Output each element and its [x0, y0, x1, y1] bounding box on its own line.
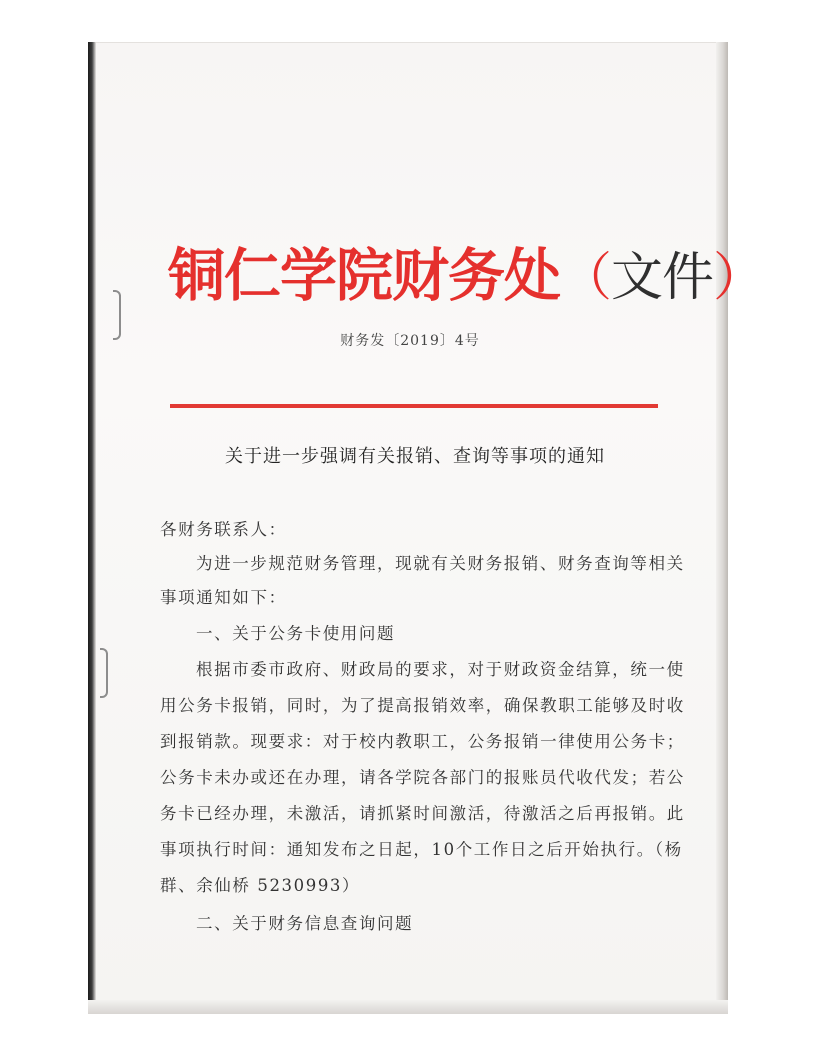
page-right-edge: [716, 42, 728, 1014]
body-line: 务卡已经办理，未激活，请抓紧时间激活，待激活之后再报销。此: [160, 804, 685, 823]
salutation: 各财务联系人：: [160, 520, 287, 539]
document-number: 财务发〔2019〕4号: [340, 333, 480, 349]
body-line: 根据市委市政府、财政局的要求，对于财政资金结算，统一使: [196, 660, 685, 679]
page-bottom-edge: [88, 1000, 728, 1014]
body-line: 公务卡未办或还在办理，请各学院各部门的报账员代收代发；若公: [160, 768, 685, 787]
staple-bottom: [100, 648, 108, 698]
masthead-paren-open: （: [560, 248, 612, 308]
masthead-name: 铜仁学院财务处: [168, 242, 560, 309]
masthead-paren-close: ）: [713, 248, 765, 308]
masthead: [168, 238, 765, 314]
binder-edge: [88, 42, 96, 1014]
staple-top: [113, 290, 121, 340]
masthead-word: 文件: [611, 248, 714, 308]
body-line: 到报销款。现要求：对于校内教职工，公务报销一律使用公务卡；: [160, 732, 685, 751]
notice-title: 关于进一步强调有关报销、查询等事项的通知: [225, 446, 605, 467]
body-line: 事项执行时间：通知发布之日起，10个工作日之后开始执行。（杨: [160, 840, 683, 859]
section-heading: 一、关于公务卡使用问题: [196, 624, 396, 643]
body-line: 群、余仙桥 5230993）: [160, 876, 361, 895]
body-line: 事项通知如下：: [160, 588, 287, 607]
red-divider-rule: [170, 404, 658, 408]
body-line: 为进一步规范财务管理，现就有关财务报销、财务查询等相关: [196, 554, 685, 573]
section-heading: 二、关于财务信息查询问题: [196, 914, 414, 933]
body-line: 用公务卡报销，同时，为了提高报销效率，确保教职工能够及时收: [160, 696, 685, 715]
